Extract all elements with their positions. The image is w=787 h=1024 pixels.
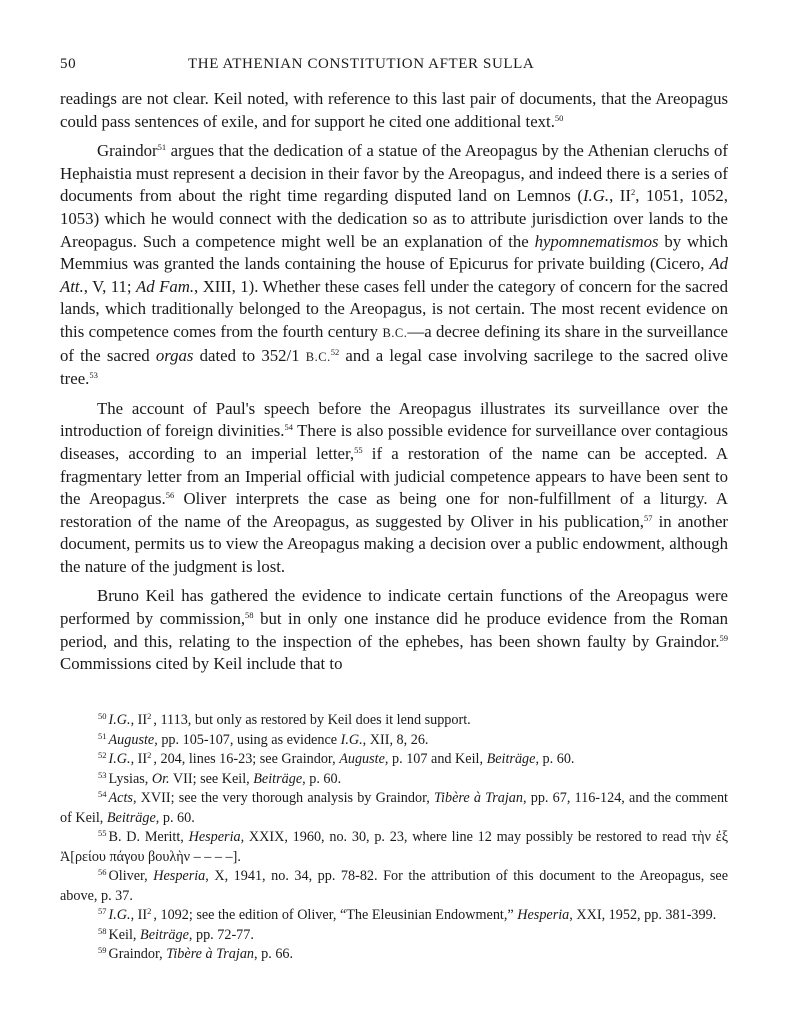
footnote-ref[interactable]: 53	[89, 370, 98, 381]
footnote-57: $^{57}$ I.G., II$^2$ , 1092; see the edition of Oliver, “The Eleusinian Endowment,” Hesperia, XXI, 1952, pp. 381-399.	[98, 906, 717, 923]
greek-restoration: τὴν ἐξ Ἀ[ρείου πάγου βουλὴν – – – –]	[60, 829, 729, 865]
paragraph-1: readings are not clear. Keil noted, with reference to this last pair of documents, that the Areopagus could pass sentences of exile, and for support he cited one additional text.$^{50}$	[60, 89, 728, 131]
running-title: THE ATHENIAN CONSTITUTION AFTER SULLA	[188, 56, 535, 72]
running-head	[60, 56, 728, 78]
footnote-ref[interactable]: 55	[354, 444, 363, 455]
page-number: 50	[60, 56, 77, 72]
paragraph-3: The account of Paul's speech before the Areopagus illustrates its surveillance over the introduction of foreign divinities.$^{54}$ There is also possible evidence for surveillance over contagious diseases, according to an imperial letter,$^{55}$ if a restoration of the name can be accepted. A fragmentary letter from an Imperial official with judicial competence appears to have been sent to the Areopagus.$^{56}$ Oliver interprets the case as being one for non-fulfillment of a liturgy. A restoration of the name of the Areopagus, as suggested by Oliver in his publication,$^{57}$ in another document, permits us to view the Areopagus making a decision over a public endowment, although the nature of the judgment is lost.	[60, 398, 729, 576]
footnote-ref[interactable]: 52	[330, 346, 340, 357]
footnote-56: $^{56}$ Oliver, Hesperia, X, 1941, no. 34, pp. 78-82. For the attribution of this document to the Areopagus, see above, p. 37.	[60, 867, 728, 904]
footnote-ref[interactable]: 50	[554, 112, 564, 123]
footnote-58: $^{58}$ Keil, Beiträge, pp. 72-77.	[98, 925, 254, 943]
footnote-ref[interactable]: 59	[719, 632, 728, 643]
footnote-53: $^{53}$ Lysias, Or. VII; see Keil, Beiträge, p. 60.	[98, 769, 342, 787]
footnote-ref[interactable]: 54	[284, 422, 294, 433]
footnote-ref[interactable]: 57	[644, 512, 653, 523]
footnote-ref[interactable]: 51	[157, 142, 167, 153]
footnote-ref[interactable]: 56	[165, 490, 175, 501]
body-text	[60, 88, 728, 683]
paragraph-4: Bruno Keil has gathered the evidence to indicate certain functions of the Areopagus were performed by commission,$^{58}$ but in only one instance did he produce evidence from the Roman period, and this, relating to the inspection of the ephebes, has been shown faulty by Graindor.$^{59}$ Commissions cited by Keil include that to	[60, 586, 728, 674]
footnote-ref[interactable]: 58	[245, 610, 254, 621]
footnote-50: $^{50}$ I.G., II$^2$ , 1113, but only as restored by Keil does it lend support.	[98, 711, 471, 728]
footnote-59: $^{59}$ Graindor, Tibère à Trajan, p. 66.	[98, 945, 294, 962]
footnote-52: $^{52}$ I.G., II$^2$ , 204, lines 16-23; see Graindor, Auguste, p. 107 and Keil, Beiträge, p. 60.	[98, 750, 575, 767]
footnote-55: $^{55}$ B. D. Meritt, Hesperia, XXIX, 1960, no. 30, p. 23, where line 12 may possibly be restored to read τὴν ἐξ Ἀ[ρείου πάγου βουλὴν – – – –].	[60, 828, 729, 865]
footnotes	[60, 711, 728, 965]
paragraph-2: Graindor$^{51}$ argues that the dedication of a statue of the Areopagus by the Athenian cleruchs of Hephaistia must represent a decision in their favor by the Areopagus, and indeed there is a series of documents from about the right time regarding disputed land on Lemnos (I.G., II$^2$, 1051, 1052, 1053) which he would connect with the dedication so as to attribute jurisdiction over lands to the Areopagus. Such a competence might well be an explanation of the hypomnematismos by which Memmius was granted the lands containing the house of Epicurus for private building (Cicero, Ad Att., V, 11; Ad Fam., XIII, 1). Whether these cases fell under the category of concern for the sacred lands, which traditionally belonged to the Areopagus, is not certain. The most recent evidence on this competence comes from the fourth century B.C.—a decree defining its share in the surveillance of the sacred orgas dated to 352/1 B.C.$^{52}$ and a legal case involving sacrilege to the sacred olive tree.$^{53}$	[60, 141, 728, 389]
footnote-51: $^{51}$ Auguste, pp. 105-107, using as evidence I.G., XII, 8, 26.	[98, 730, 429, 748]
footnote-54: $^{54}$ Acts, XVII; see the very thorough analysis by Graindor, Tibère à Trajan, pp. 67, 116-124, and the comment of Keil, Beiträge, p. 60.	[60, 789, 729, 826]
